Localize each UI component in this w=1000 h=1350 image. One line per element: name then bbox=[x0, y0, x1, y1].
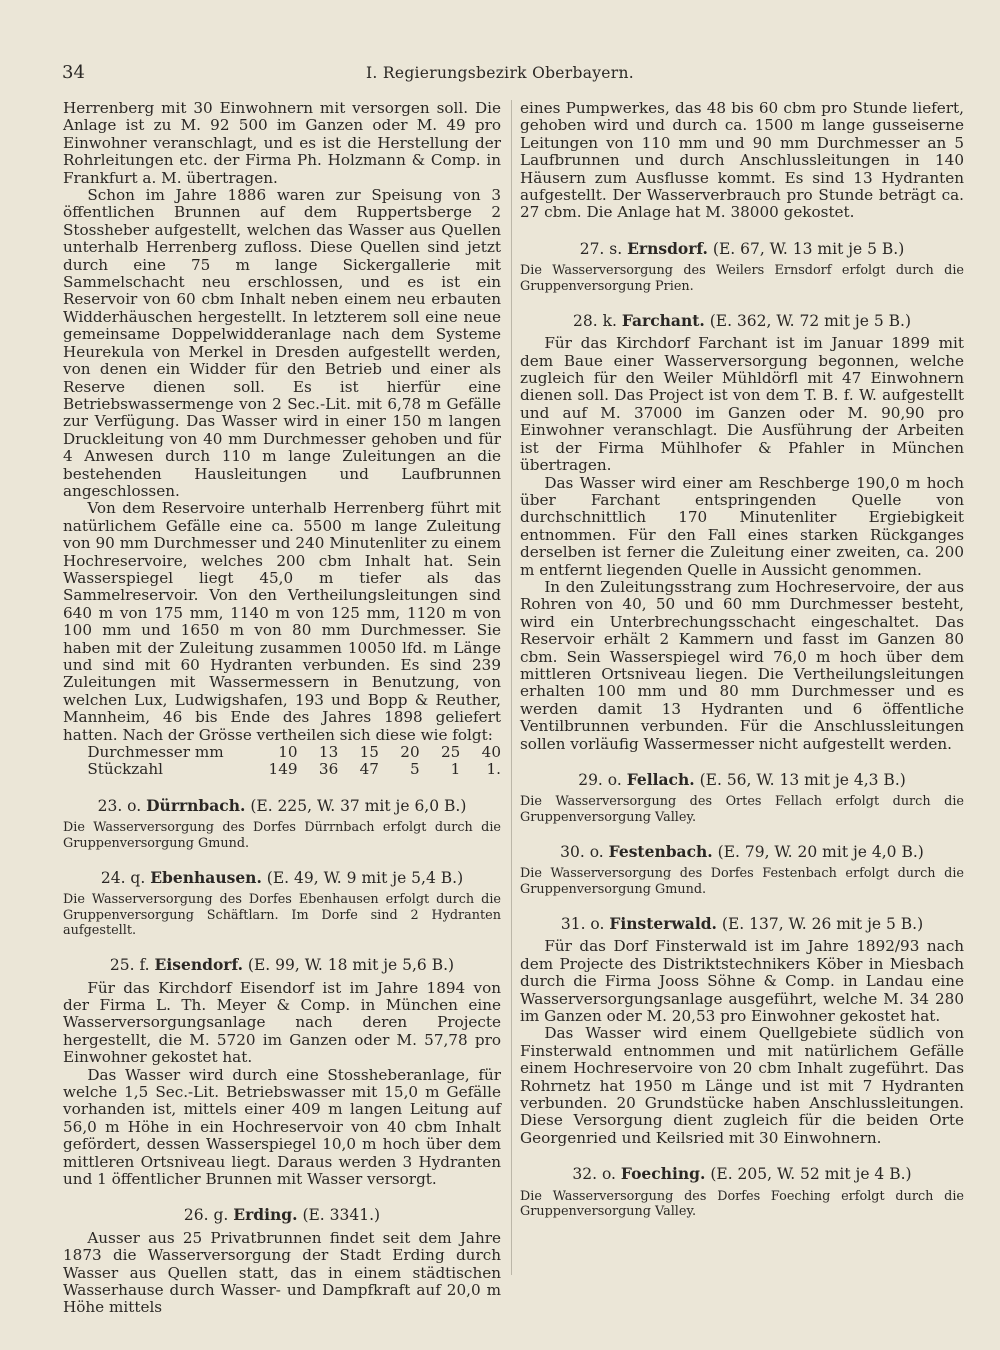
entry-name: Finsterwald. bbox=[609, 914, 717, 933]
entry-heading bbox=[520, 843, 964, 861]
paragraph: Für das Kirchdorf Eisendorf ist im Jahre 1894 von der Firma L. Th. Meyer & Comp. in München eine Wasserversorgungsanlage nach deren Projecte hergestellt, die M. 5720 im Ganzen oder M. 57,78 pro Einwohner gekostet hat. bbox=[63, 978, 501, 1067]
column-divider bbox=[511, 100, 512, 1275]
table-cell: 40 bbox=[481, 743, 501, 762]
table-cell: 15 bbox=[359, 743, 379, 762]
table-cell: 5 bbox=[409, 760, 420, 779]
paragraph: Das Wasser wird einem Quellgebiete südlich von Finsterwald entnommen und mit natürlichem Gefälle einem Hochreservoire von 20 cbm Inhalt zugeführt. Das Rohrnetz hat 1950 m Länge und ist mit 7 Hydranten verbunden. 20 Grundstücke haben Anschlussleitungen. Diese Versorgung dient zugleich für die beiden Orte Georgenried und Keilsried mit 30 Einwohnern. bbox=[520, 1024, 964, 1147]
entry-heading bbox=[520, 915, 964, 933]
entry-name: Festenbach. bbox=[608, 842, 713, 861]
entry-info: (E. 205, W. 52 mit je 4 B.) bbox=[710, 1165, 912, 1184]
entry-number: 28. k. bbox=[573, 311, 617, 330]
entry-heading bbox=[63, 797, 501, 815]
table-row bbox=[87, 744, 501, 761]
table-cell: 149 bbox=[268, 760, 298, 779]
entry-heading bbox=[520, 312, 964, 330]
right-column bbox=[520, 100, 964, 1219]
entry-text: Die Wasserversorgung des Dorfes Ebenhausen erfolgt durch die Gruppenversorgung Schäftlarn. Im Dorfe sind 2 Hydranten aufgestellt. bbox=[63, 892, 501, 938]
table-cell: 20 bbox=[400, 743, 420, 762]
table-cell: 1 bbox=[450, 760, 461, 779]
paragraph: Für das Kirchdorf Farchant ist im Januar 1899 mit dem Baue einer Wasserversorgung begonnen, welche zugleich für den Weiler Mühldörfl mit 47 Einwohnern dienen soll. Das Project ist von dem T. B. f. W. aufgestellt und auf M. 37000 im Ganzen oder M. 90,90 pro Einwohner veranschlagt. Die Ausführung der Arbeiten ist der Firma Mühlhofer & Pfahler in München übertragen. bbox=[520, 334, 964, 475]
entry-number: 27. s. bbox=[579, 239, 623, 258]
table-cell: 1. bbox=[486, 760, 501, 779]
entry-info: (E. 67, W. 13 mit je 5 B.) bbox=[712, 239, 905, 258]
entry-info: (E. 225, W. 37 mit je 6,0 B.) bbox=[250, 796, 467, 815]
entry-number: 23. o. bbox=[97, 796, 142, 815]
table-cell: 10 bbox=[278, 743, 298, 762]
paragraph: eines Pumpwerkes, das 48 bis 60 cbm pro Stunde liefert, gehoben wird und durch ca. 1500 m lange gusseiserne Leitungen von 110 mm und 90 mm Durchmesser an 5 Laufbrunnen und durch Anschlussleitungen in 140 Häusern zum Ausflusse kommt. Es sind 13 Hydranten aufgestellt. Der Wasserverbrauch pro Stunde beträgt ca. 27 cbm. Die Anlage hat M. 38000 gekostet. bbox=[520, 99, 964, 222]
entry-text: Die Wasserversorgung des Ortes Fellach erfolgt durch die Gruppenversorgung Valley. bbox=[520, 794, 964, 825]
entry-heading bbox=[63, 1206, 501, 1224]
entry-name: Ebenhausen. bbox=[150, 867, 262, 887]
table-row-label: Stückzahl bbox=[87, 760, 164, 779]
paragraph: Das Wasser wird durch eine Stossheberanlage, für welche 1,5 Sec.-Lit. Betriebswasser mit 15,0 m Gefälle vorhanden ist, mittels einer 409 m langen Leitung auf 56,0 m Höhe in ein Hochreservoir von 40 cbm Inhalt gefördert, dessen Wasserspiegel 10,0 m hoch über dem mittleren Ortsniveau liegt. Daraus werden 3 Hydranten und 1 öffentlicher Brunnen mit Wasser versorgt. bbox=[63, 1065, 501, 1189]
table-row bbox=[87, 761, 501, 778]
entry-name: Farchant. bbox=[621, 310, 705, 330]
page-header bbox=[62, 62, 938, 86]
entry-name: Foeching. bbox=[620, 1164, 706, 1184]
entry-number: 32. o. bbox=[572, 1165, 616, 1184]
entry-number: 29. o. bbox=[578, 771, 622, 789]
entry-text: Die Wasserversorgung des Weilers Ernsdorf erfolgt durch die Gruppenversorgung Prien. bbox=[520, 263, 964, 294]
entry-text: Die Wasserversorgung des Dorfes Festenbach erfolgt durch die Gruppenversorgung Gmund. bbox=[520, 866, 964, 897]
entry-info: (E. 99, W. 18 mit je 5,6 B.) bbox=[247, 956, 455, 975]
entry-name: Dürrnbach. bbox=[146, 795, 246, 815]
entry-number: 25. f. bbox=[109, 956, 150, 975]
entry-info: (E. 49, W. 9 mit je 5,4 B.) bbox=[266, 868, 464, 887]
entry-heading bbox=[63, 956, 501, 974]
paragraph: Das Wasser wird einer am Reschberge 190,0 m hoch über Farchant entspringenden Quelle von durchschnittlich 170 Minutenliter Ergiebigkeit entnommen. Für den Fall eines starken Rückganges derselben ist ferner die Zuleitung einer zweiten, ca. 200 m entfernt liegenden Quelle in Aussicht genommen. bbox=[520, 473, 964, 579]
left-column bbox=[63, 100, 501, 1317]
entry-number: 31. o. bbox=[560, 915, 605, 933]
entry-name: Eisendorf. bbox=[154, 955, 243, 975]
paragraph: Für das Dorf Finsterwald ist im Jahre 1892/93 nach dem Projecte des Distriktstechnikers Köber in Miesbach durch die Firma Jooss Söhne & Comp. in Landau eine Wasserversorgungsanlage ausgeführt, welche M. 34 280 im Ganzen oder M. 20,53 pro Einwohner gekostet hat. bbox=[520, 937, 964, 1026]
entry-heading bbox=[520, 1165, 964, 1183]
table-row-label: Durchmesser mm bbox=[87, 743, 224, 762]
table-cell: 47 bbox=[359, 760, 379, 779]
entry-number: 30. o. bbox=[560, 843, 604, 861]
entry-name: Fellach. bbox=[626, 770, 695, 789]
paragraph: Von dem Reservoire unterhalb Herrenberg führt mit natürlichem Gefälle eine ca. 5500 m lange Zuleitung von 90 mm Durchmesser und 240 Minutenliter zu einem Hochreservoire, welches 200 cbm Inhalt hat. Sein Wasserspiegel liegt 45,0 m tiefer als das Sammelreservoir. Von den Vertheilungsleitungen sind 640 m von 175 mm, 1140 m von 125 mm, 1120 m von 100 mm und 1650 m von 80 mm Durchmesser. Sie haben mit der Zuleitung zusammen 10050 lfd. m Länge und sind mit 60 Hydranten verbunden. Es sind 239 Zuleitungen mit Wassermessern in Benutzung, von welchen Lux, Ludwigshafen, 193 und Bopp & Reuther, Mannheim, 46 bis Ende des Jahres 1898 geliefert hatten. Nach der Grösse vertheilen sich diese wie folgt: bbox=[63, 499, 501, 744]
page-number: 34 bbox=[62, 62, 85, 83]
entry-heading bbox=[520, 771, 964, 789]
entry-name: Erding. bbox=[233, 1205, 298, 1225]
entry-info: (E. 137, W. 26 mit je 5 B.) bbox=[721, 915, 924, 933]
table-cell: 13 bbox=[318, 743, 339, 762]
entry-heading bbox=[63, 869, 501, 887]
entry-info: (E. 3341.) bbox=[302, 1206, 381, 1225]
entry-number: 26. g. bbox=[183, 1206, 229, 1225]
entry-name: Ernsdorf. bbox=[627, 238, 708, 258]
paragraph: In den Zuleitungsstrang zum Hochreservoire, der aus Rohren von 40, 50 und 60 mm Durchmesser besteht, wird ein Unterbrechungsschacht eingeschaltet. Das Reservoir erhält 2 Kammern und fasst im Ganzen 80 cbm. Sein Wasserspiegel wird 76,0 m hoch über dem mittleren Ortsniveau liegen. Die Vertheilungsleitungen erhalten 100 mm und 80 mm Durchmesser und es werden damit 13 Hydranten und 6 öffentliche Ventilbrunnen verbunden. Für die Anschlussleitungen sollen vorläufig Wassermesser nicht aufgestellt werden. bbox=[520, 577, 964, 753]
paragraph: Ausser aus 25 Privatbrunnen findet seit dem Jahre 1873 die Wasserversorgung der Stadt Erding durch Wasser aus Quellen statt, das in einem städtischen Wasserhause durch Wasser- und Dampfkraft auf 20,0 m Höhe mittels bbox=[63, 1228, 501, 1317]
meter-size-table bbox=[87, 744, 501, 779]
running-head: I. Regierungsbezirk Oberbayern. bbox=[366, 64, 634, 82]
entry-text: Die Wasserversorgung des Dorfes Dürrnbach erfolgt durch die Gruppenversorgung Gmund. bbox=[63, 820, 501, 851]
entry-info: (E. 362, W. 72 mit je 5 B.) bbox=[709, 311, 911, 330]
entry-number: 24. q. bbox=[100, 868, 146, 887]
table-cell: 36 bbox=[318, 760, 339, 779]
paragraph: Herrenberg mit 30 Einwohnern mit versorgen soll. Die Anlage ist zu M. 92 500 im Ganzen oder M. 49 pro Einwohner veranschlagt, und es ist die Herstellung der Rohrleitungen etc. der Firma Ph. Holzmann & Comp. in Frankfurt a. M. übertragen. bbox=[63, 99, 501, 187]
table-cell: 25 bbox=[440, 743, 461, 762]
entry-text: Die Wasserversorgung des Dorfes Foeching erfolgt durch die Gruppenversorgung Valley. bbox=[520, 1188, 964, 1219]
entry-heading bbox=[520, 240, 964, 258]
entry-info: (E. 56, W. 13 mit je 4,3 B.) bbox=[699, 771, 906, 789]
entry-info: (E. 79, W. 20 mit je 4,0 B.) bbox=[717, 843, 924, 861]
paragraph: Schon im Jahre 1886 waren zur Speisung von 3 öffentlichen Brunnen auf dem Ruppertsberge 2 Stossheber aufgestellt, welchen das Wasser aus Quellen unterhalb Herrenberg zufloss. Diese Quellen sind jetzt durch eine 75 m lange Sickergallerie mit Sammelschacht neu erschlossen, und es ist ein Reservoir von 60 cbm Inhalt neben einem neu erbauten Widderhäuschen hergestellt. In letzterem soll eine neue gemeinsame Doppelwidderanlage nach dem Systeme Heurekula von Merkel in Dresden aufgestellt werden, von denen ein Widder für den Betrieb und einer als Reserve dienen soll. Es ist hierfür eine Betriebswassermenge von 2 Sec.-Lit. mit 6,78 m Gefälle zur Verfügung. Das Wasser wird in einer 150 m langen Druckleitung von 40 mm Durchmesser gehoben und für 4 Anwesen durch 110 m lange Zuleitungen an die bestehenden Hausleitungen und Laufbrunnen angeschlossen. bbox=[63, 186, 501, 500]
